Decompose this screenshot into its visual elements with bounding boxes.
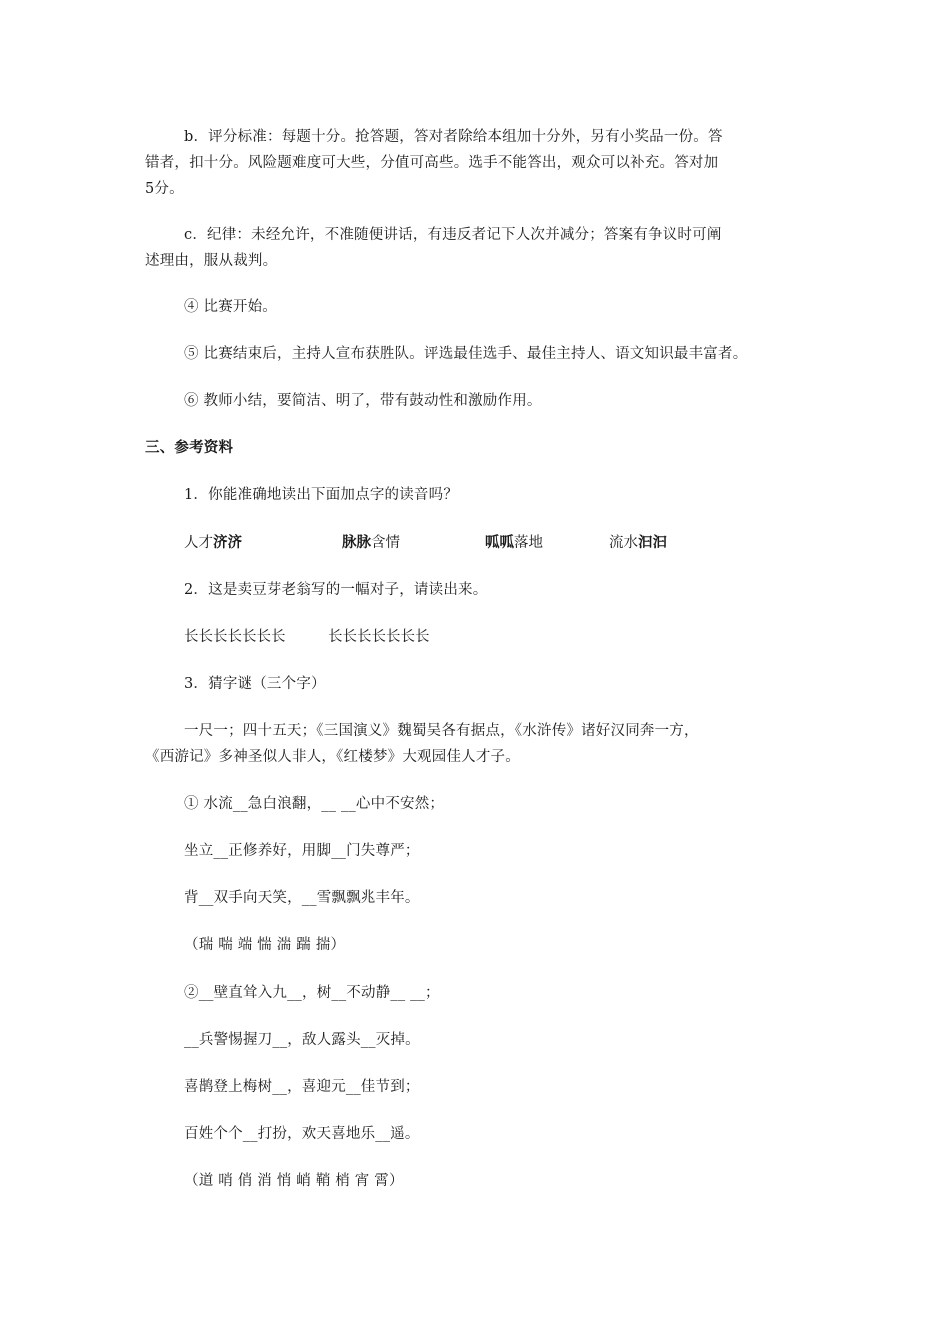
poem1-line3: 背__双手向天笑，__雪飘飘兆丰年。 [184, 890, 420, 906]
rule-b-line1: b．评分标准：每题十分。抢答题，答对者除给本组加十分外，另有小奖品一份。答 [184, 129, 723, 145]
q1-word-4: 流水汩汩 [609, 535, 667, 551]
poem1-line1: ① 水流__急白浪翻，__ __心中不安然； [184, 796, 445, 812]
q1-word-2: 脉脉含情 [342, 535, 400, 551]
rule-c-line1: c．纪律：未经允许，不准随便讲话，有违反者记下人次并减分；答案有争议时可阐 [184, 227, 722, 243]
step-4: ④ 比赛开始。 [184, 299, 278, 315]
rule-b-line3: 5分。 [145, 181, 184, 197]
question-2: 2．这是卖豆芽老翁写的一幅对子，请读出来。 [184, 582, 488, 598]
rule-c-line2: 述理由，服从裁判。 [145, 253, 278, 269]
step-5: ⑤ 比赛结束后，主持人宣布获胜队。评选最佳选手、最佳主持人、语文知识最丰富者。 [184, 346, 748, 362]
section-heading: 三、参考资料 [145, 440, 234, 456]
poem2-line3: 喜鹊登上梅树__，喜迎元__佳节到； [184, 1079, 420, 1095]
poem2-line1: ②__壁直耸入九__，树__不动静__ __； [184, 985, 440, 1001]
poem1-line2: 坐立__正修养好，用脚__门失尊严； [184, 843, 420, 859]
q1-word-1: 人才济济 [184, 535, 242, 551]
poem2-line2: __兵警惕握刀__，敌人露头__灭掉。 [184, 1032, 420, 1048]
couplet-upper: 长长长长长长长 [184, 629, 286, 645]
step-6: ⑥ 教师小结，要简洁、明了，带有鼓动性和激励作用。 [184, 393, 542, 409]
q1-word-3: 呱呱落地 [485, 535, 543, 551]
poem1-options: （瑞 喘 端 惴 湍 踹 揣） [184, 937, 346, 953]
question-1: 1．你能准确地读出下面加点字的读音吗？ [184, 487, 459, 503]
poem2-options: （道 哨 俏 消 悄 峭 鞘 梢 宵 霄） [184, 1173, 404, 1189]
riddle-line2: 《西游记》多神圣似人非人，《红楼梦》大观园佳人才子。 [145, 749, 520, 765]
riddle-line1: 一尺一；四十五天；《三国演义》魏蜀吴各有据点，《水浒传》诸好汉同奔一方， [184, 723, 699, 739]
question-3: 3．猜字谜（三个字） [184, 676, 326, 692]
rule-b-line2: 错者，扣十分。风险题难度可大些，分值可高些。选手不能答出，观众可以补充。答对加 [145, 155, 719, 171]
couplet-lower: 长长长长长长长 [328, 629, 430, 645]
poem2-line4: 百姓个个__打扮，欢天喜地乐__遥。 [184, 1126, 420, 1142]
